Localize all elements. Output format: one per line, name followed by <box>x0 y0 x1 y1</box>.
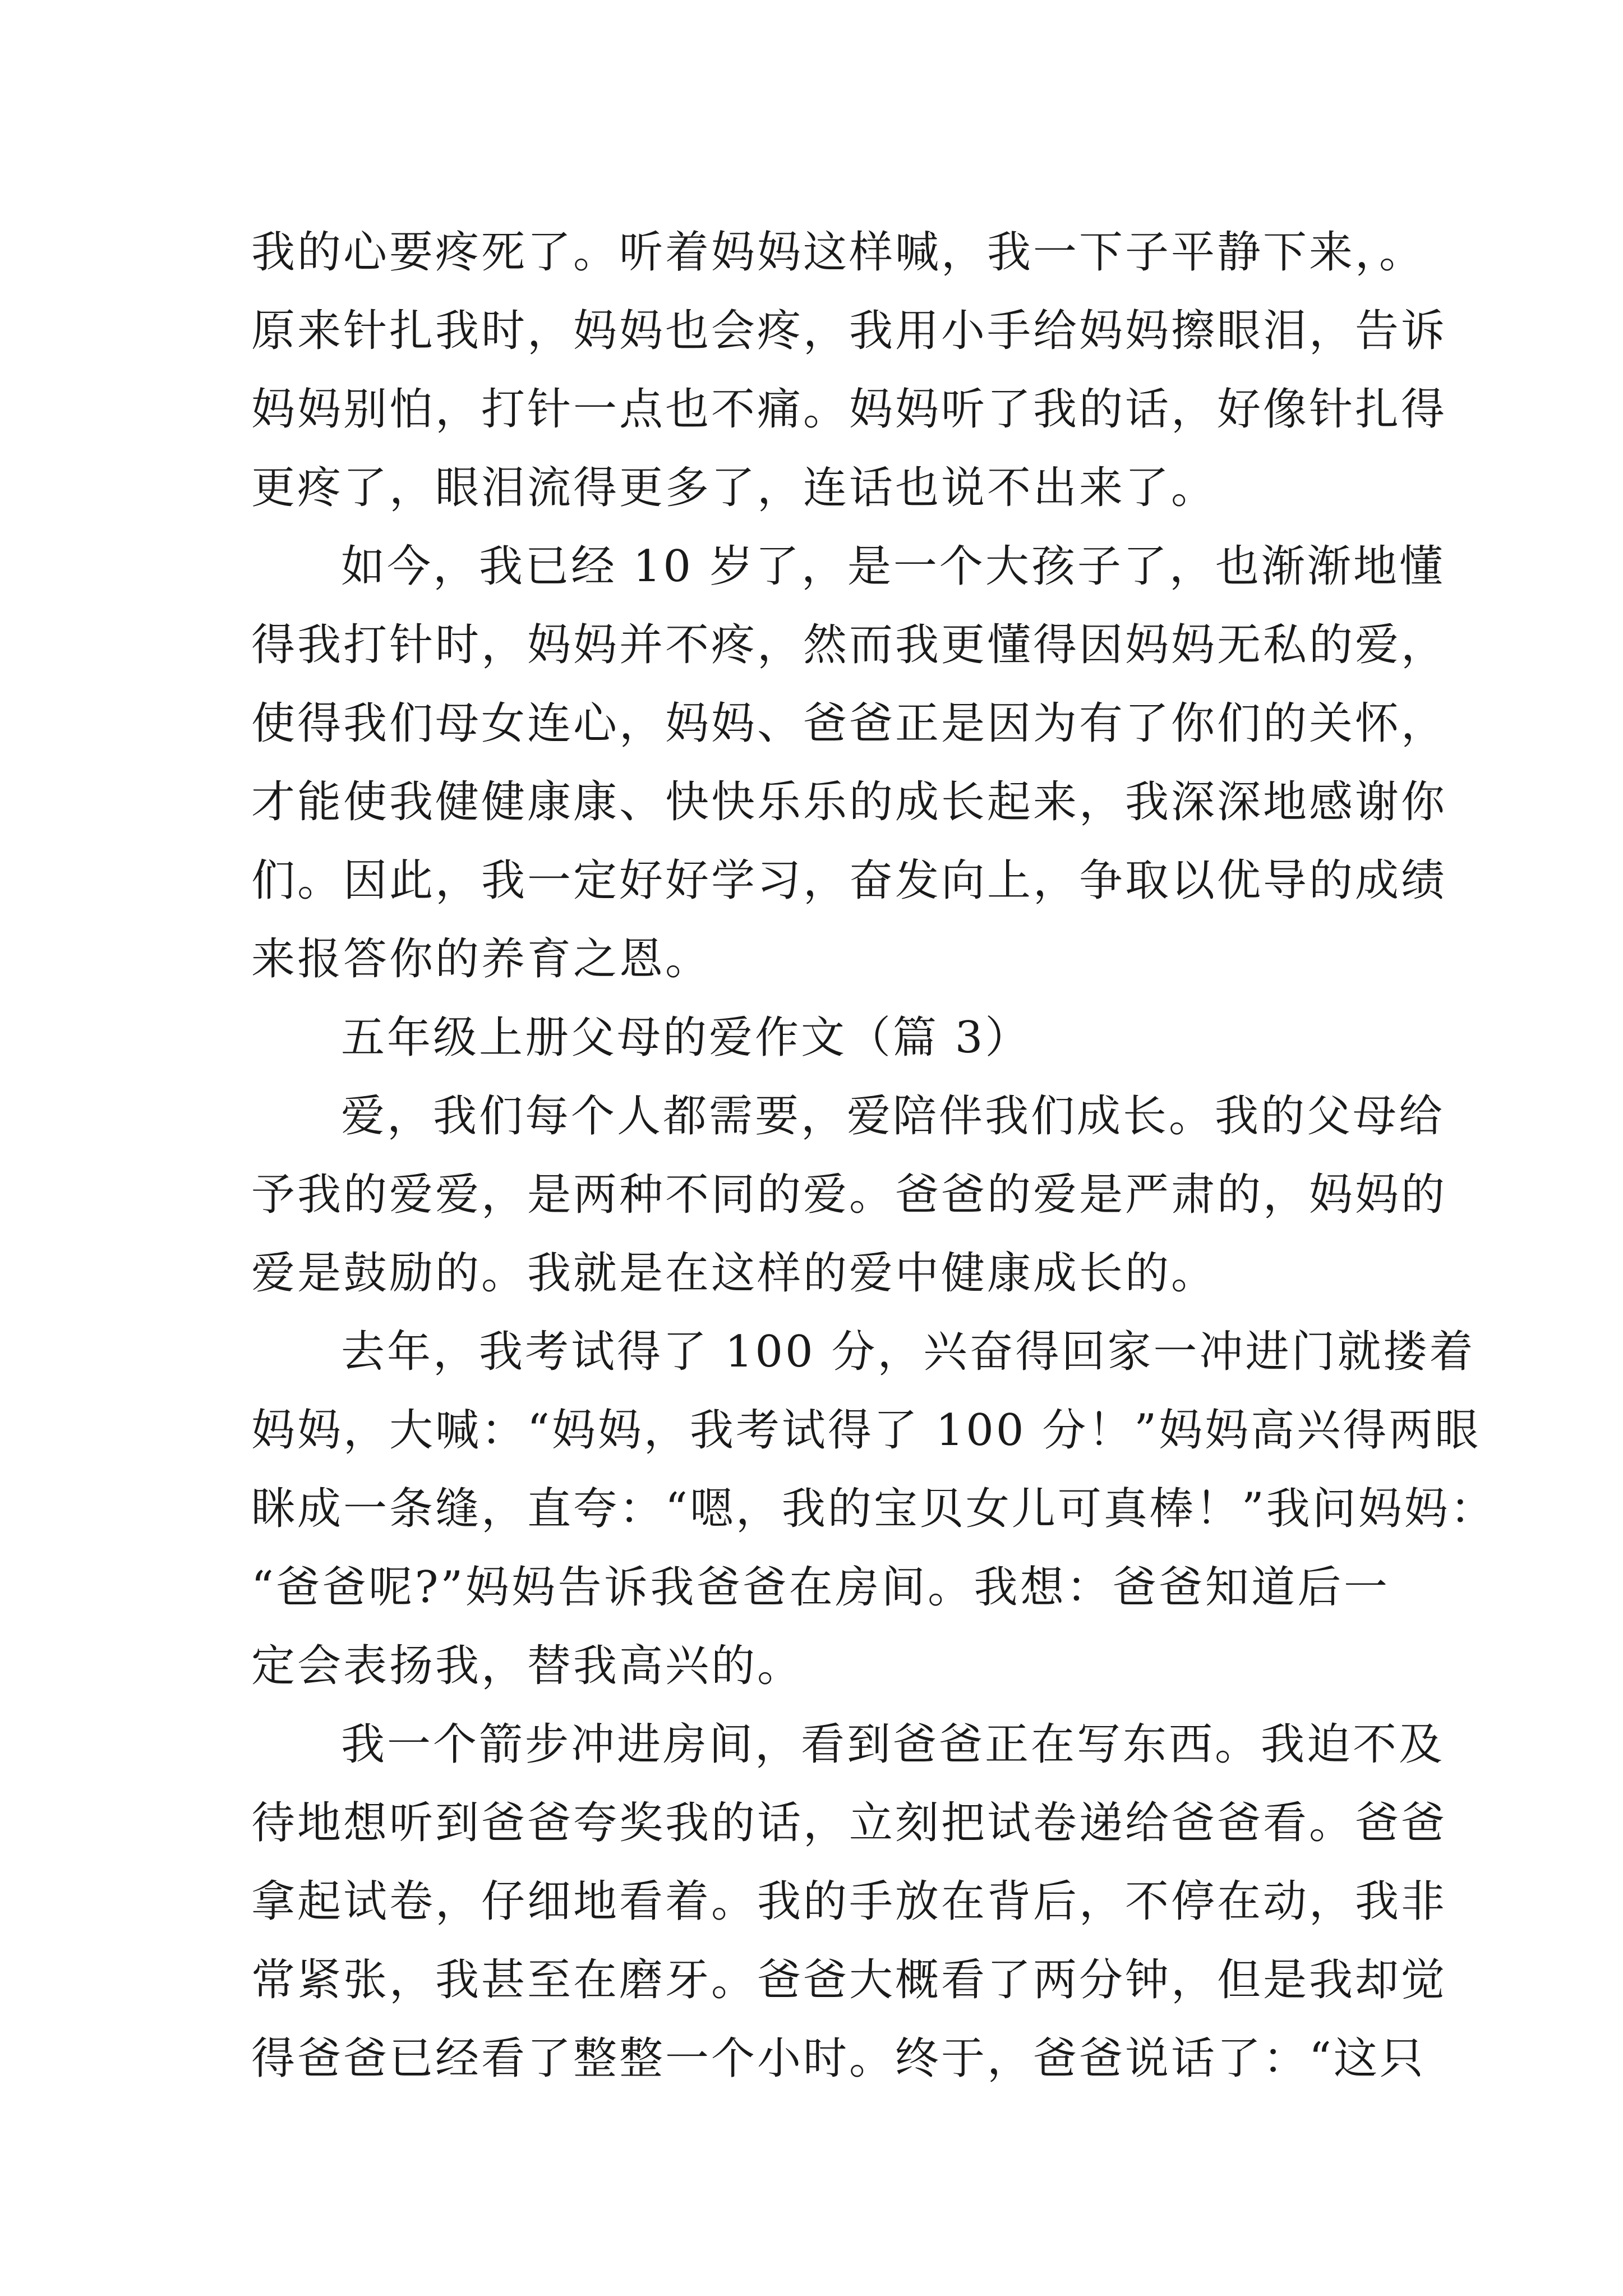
text-line: “爸爸呢?”妈妈告诉我爸爸在房间。我想：爸爸知道后一 <box>251 1562 1390 1613</box>
text-line: 妈妈别怕，打针一点也不痛。妈妈听了我的话，好像针扎得 <box>251 384 1447 435</box>
text-line: 常紧张，我甚至在磨牙。爸爸大概看了两分钟，但是我却觉 <box>251 1955 1447 2005</box>
text-line: 妈妈，大喊：“妈妈，我考试得了 100 分！”妈妈高兴得两眼 <box>251 1405 1481 1456</box>
text-line: 得爸爸已经看了整整一个小时。终于，爸爸说话了：“这只 <box>251 2033 1426 2084</box>
text-line: 定会表扬我，替我高兴的。 <box>251 1641 804 1691</box>
text-line: 如今，我已经 10 岁了，是一个大孩子了，也渐渐地懂 <box>341 541 1445 592</box>
paragraph <box>251 213 1447 527</box>
text-line: 爱是鼓励的。我就是在这样的爱中健康成长的。 <box>251 1248 1218 1299</box>
heading-text: 五年级上册父母的爱作文（篇 3） <box>341 1013 1031 1063</box>
section-heading <box>251 999 1390 1077</box>
text-line: 使得我们母女连心，妈妈、爸爸正是因为有了你们的关怀， <box>251 698 1447 749</box>
paragraph <box>251 1077 1447 1313</box>
paragraph <box>251 1705 1447 2098</box>
text-line: 才能使我健健康康、快快乐乐的成长起来，我深深地感谢你 <box>251 777 1447 827</box>
text-line: 我的心要疼死了。听着妈妈这样喊，我一下子平静下来，。 <box>251 227 1426 278</box>
text-line: 原来针扎我时，妈妈也会疼，我用小手给妈妈擦眼泪，告诉 <box>251 306 1447 356</box>
text-line: 待地想听到爸爸夸奖我的话，立刻把试卷递给爸爸看。爸爸 <box>251 1798 1447 1848</box>
document-body <box>251 213 1496 2098</box>
text-line: 得我打针时，妈妈并不疼，然而我更懂得因妈妈无私的爱， <box>251 620 1447 670</box>
text-line: 来报答你的养育之恩。 <box>251 934 712 984</box>
text-line: 爱，我们每个人都需要，爱陪伴我们成长。我的父母给 <box>341 1091 1445 1142</box>
text-line: 拿起试卷，仔细地看着。我的手放在背后，不停在动，我非 <box>251 1876 1447 1927</box>
text-line: 更疼了，眼泪流得更多了，连话也说不出来了。 <box>251 463 1218 513</box>
text-line: 去年，我考试得了 100 分，兴奋得回家一冲进门就搂着 <box>341 1327 1476 1377</box>
text-line: 予我的爱爱，是两种不同的爱。爸爸的爱是严肃的，妈妈的 <box>251 1170 1447 1220</box>
text-line: 眯成一条缝，直夸：“嗯，我的宝贝女儿可真棒！”我问妈妈： <box>251 1484 1496 1534</box>
paragraph <box>251 1313 1496 1705</box>
text-line: 我一个箭步冲进房间，看到爸爸正在写东西。我迫不及 <box>341 1719 1445 1770</box>
text-line: 们。因此，我一定好好学习，奋发向上，争取以优导的成绩 <box>251 855 1447 906</box>
paragraph <box>251 527 1447 999</box>
